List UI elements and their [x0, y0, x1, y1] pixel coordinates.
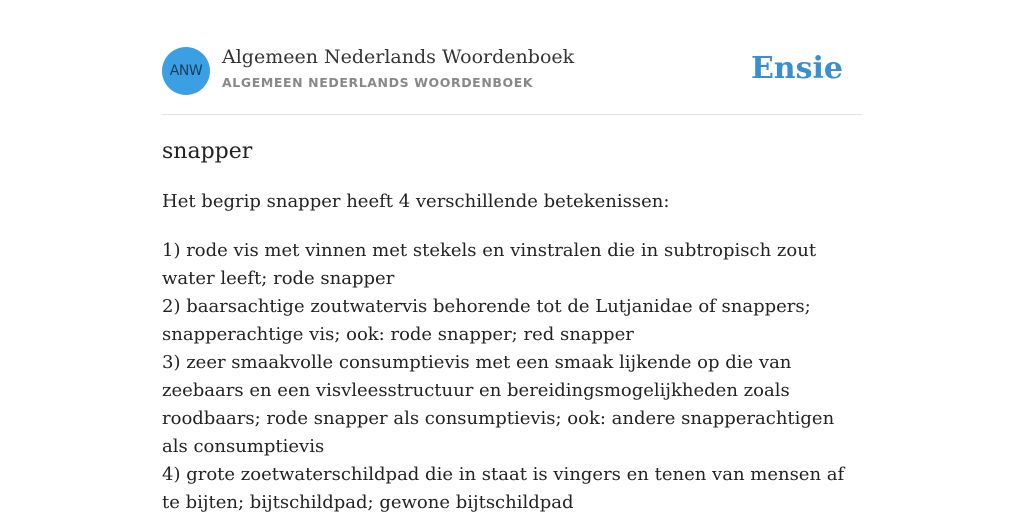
page-container	[162, 0, 862, 513]
definition-item: 3) zeer smaakvolle consumptievis met een smaak lijkende op die van zeebaars en een visvleesstructuur en bereidingsmogelijkheden zoals roodbaars; rode snapper als consumptievis; ook: andere snapperachtigen als consumptievis	[162, 352, 835, 457]
site-subtitle: ALGEMEEN NEDERLANDS WOORDENBOEK	[222, 75, 534, 90]
definition-item: 2) baarsachtige zoutwatervis behorende tot de Lutjanidae of snappers; snapperachtige vis; ook: rode snapper; red snapper	[162, 296, 811, 345]
ensie-brand-link[interactable]: Ensie	[750, 51, 843, 86]
site-header	[162, 0, 862, 115]
logo-text: ANW	[169, 63, 203, 79]
entry-intro: Het begrip snapper heeft 4 verschillende betekenissen:	[162, 191, 670, 212]
definition-item: 4) grote zoetwaterschildpad die in staat is vingers en tenen van mensen af te bijten; bijtschildpad; gewone bijtschildpad	[162, 464, 845, 513]
definition-list	[162, 237, 862, 517]
entry-term: snapper	[162, 139, 253, 164]
anw-logo[interactable]	[162, 47, 210, 95]
site-title[interactable]: Algemeen Nederlands Woordenboek	[222, 46, 575, 68]
definition-item: 1) rode vis met vinnen met stekels en vinstralen die in subtropisch zout water leeft; rode snapper	[162, 240, 817, 289]
